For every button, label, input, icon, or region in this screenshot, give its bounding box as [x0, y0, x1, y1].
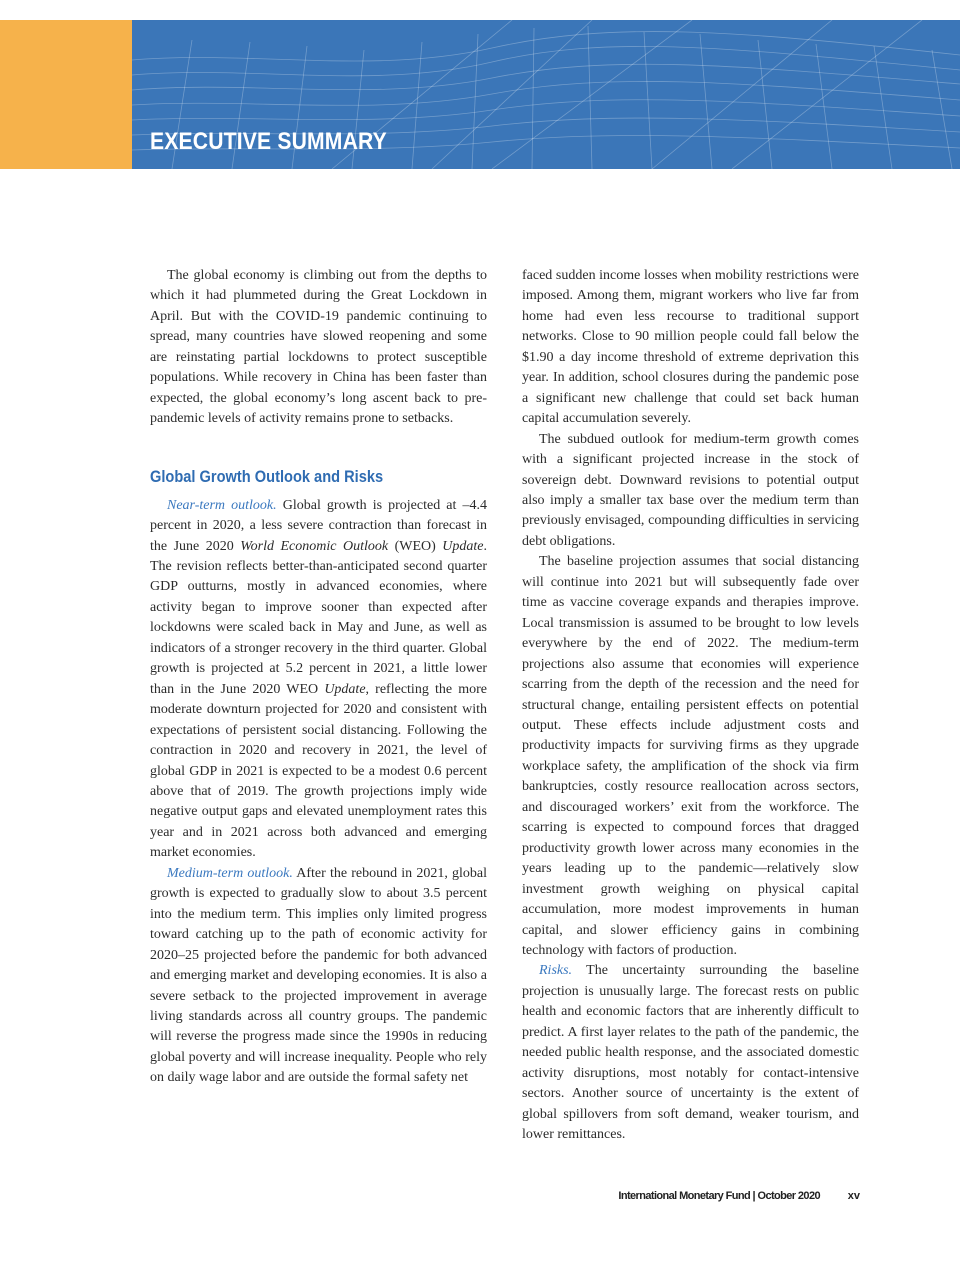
baseline-paragraph: The baseline projection assumes that social distancing will continue into 2021 but will subsequently fade over time as vaccine coverage expands and therapies improve. Local transmission is assumed to be brought to low levels everywhere by the end of 2022. The medium-term projections also assume that economies will experience scarring from the depth of the recession and the need for structural change, entailing persistent effects on potential output. These effects include adjustment costs and productivity impacts for surviving firms as they upgrade workplace safety, the amplification of the shock via firm bankruptcies, costly resource reallocation across sectors, and discouraged workers’ exit from the workforce. The scarring is expected to compound forces that dragged productivity growth lower across many economies in the years leading up to the pandemic—relatively slow investment growth weighing on physical capital accumulation, more modest improvements in human capital, and slower efficiency gains in combining technology with factors of production.	[522, 554, 859, 958]
debt-paragraph: The subdued outlook for medium-term growth comes with a significant projected increase in the stock of sovereign debt. Downward revisions to potential output also imply a smaller tax base over the medium term than previously envisaged, compounding difficulties in servicing debt obligations.	[522, 431, 859, 549]
header-banner	[132, 20, 960, 169]
risks-paragraph	[522, 961, 859, 1145]
left-column	[150, 266, 487, 1089]
footer-publication: International Monetary Fund | October 2020	[618, 1190, 820, 1202]
section-heading: Global Growth Outlook and Risks	[150, 466, 384, 486]
weo-title: World Economic Outlook	[240, 538, 389, 554]
page-number: xv	[847, 1190, 860, 1202]
right-column	[522, 266, 859, 1145]
intro-paragraph: The global economy is climbing out from the depths to which it had plummeted during the Great Lockdown in April. But with the COVID-19 pandemic continuing to spread, many countries have slowed reopening and some are reinstating partial lockdowns to protect susceptible populations. While recovery in China has been faster than expected, the global economy’s long ascent back to pre-pandemic levels of activity remains prone to setbacks.	[150, 268, 487, 427]
accent-block	[0, 20, 132, 169]
medium-term-paragraph	[150, 864, 487, 1089]
update-title-1: Update	[442, 538, 484, 554]
near-term-lead: Near-term outlook.	[167, 497, 277, 513]
near-term-text-1: Global growth is projected at –4.4 percent in 2020, a less severe contraction than forecast in the June 2020	[150, 497, 487, 554]
page-footer	[560, 1190, 860, 1208]
near-term-paragraph	[150, 496, 487, 864]
near-term-text-2: (WEO)	[388, 538, 443, 554]
medium-term-text: After the rebound in 2021, global growth is expected to gradually slow to about 3.5 percent into the medium term. This implies only limited progress toward catching up to the path of economic activity for 2020–25 projected before the pandemic for both advanced and emerging market and developing economies. It is also a severe setback to the projected improvement in average living standards across all country groups. The pandemic will reverse the progress made since the 1990s in reducing global poverty and will increase inequality. People who rely on daily wage labor and are outside the formal safety net	[150, 865, 487, 1086]
continuation-paragraph: faced sudden income losses when mobility restrictions were imposed. Among them, migrant workers who live far from home had even less recourse to traditional support networks. Close to 90 million people could fall below the $1.90 a day income threshold of extreme deprivation this year. In addition, school closures during the pandemic pose a significant new challenge that could set back human capital accumulation severely.	[522, 268, 859, 427]
top-margin	[0, 0, 960, 20]
near-term-text-3: . The revision reflects better-than-anticipated second quarter GDP outturns, mostly in advanced economies, where activity began to improve sooner than expected after lockdowns were scaled back in May and June, as well as indicators of a stronger recovery in the third quarter. Global growth is projected at 5.2 percent in 2021, a little lower than in the June 2020 WEO	[150, 538, 487, 697]
page-title: EXECUTIVE SUMMARY	[150, 128, 387, 155]
risks-text: The uncertainty surrounding the baseline projection is unusually large. The forecast rests on public health and economic factors that are inherently difficult to predict. A first layer relates to the path of the pandemic, the needed public health response, and the associated domestic activity disruptions, most notably for contact-intensive sectors. Another source of uncertainty is the extent of global spillovers from soft demand, weaker tourism, and lower remittances.	[522, 963, 859, 1143]
update-title-2: Update	[324, 681, 366, 697]
near-term-text-4: , reflecting the more moderate downturn projected for 2020 and consistent with expectations of persistent social distancing. Following the contraction in 2020 and recovery in 2021, the level of global GDP in 2021 is expected to be a modest 0.6 percent above that of 2019. The growth projections imply wide negative output gaps and elevated unemployment rates this year and in 2021 across both advanced and emerging market economies.	[150, 681, 487, 861]
risks-lead: Risks.	[539, 963, 573, 979]
medium-term-lead: Medium-term outlook.	[167, 865, 293, 881]
